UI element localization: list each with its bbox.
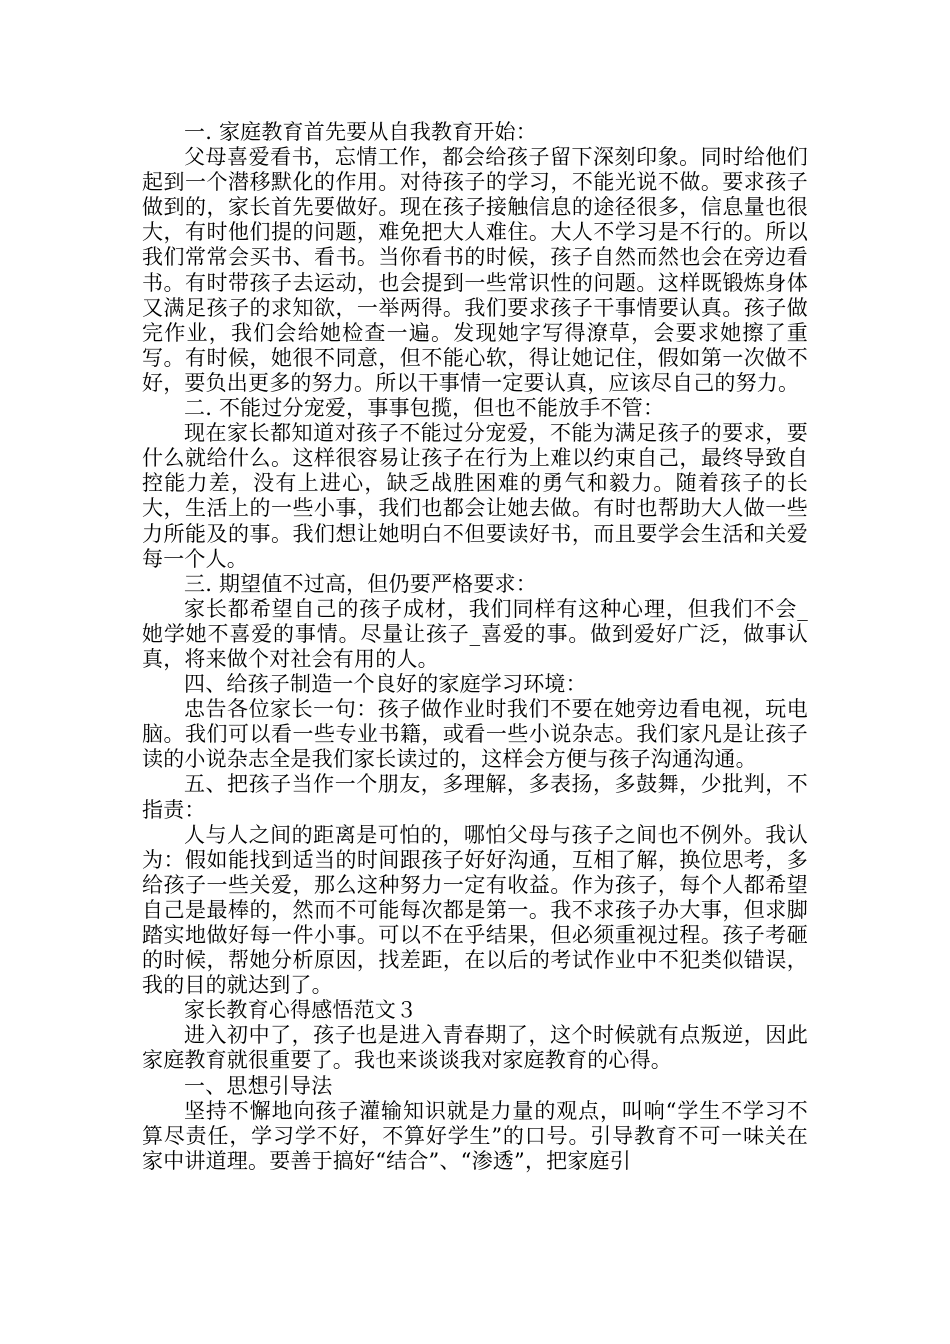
heading-guidance-method: 一、思想引导法: [184, 1073, 333, 1098]
paragraph-friend: 人与人之间的距离是可怕的，哪怕父母与孩子之间也不例外。我认为：假如能找到适当的时间跟孩子好好沟通，互相了解，换位思考，多给孩子一些关爱，那么这种努力一定有收益。作为孩子，每个人都希望自己是最棒的，然而不可能每次都是第一。我不求孩子办大事，但求脚踏实地做好每一件小事。可以不在乎结果，但必须重视过程。孩子考砸的时候，帮她分析原因，找差距，在以后的考试作业中不犯类似错误，我的目的就达到了。: [142, 822, 808, 998]
document-body: [142, 120, 808, 1174]
section-title-essay-3: 家长教育心得感悟范文３: [184, 998, 418, 1023]
heading-friend: 五、把孩子当作一个朋友，多理解，多表扬，多鼓舞，少批判，不指责：: [142, 772, 808, 822]
paragraph-no-spoiling: 现在家长都知道对孩子不能过分宠爱，不能为满足孩子的要求，要什么就给什么。这样很容易让孩子在行为上难以约束自己，最终导致自控能力差，没有上进心，缺乏战胜困难的勇气和毅力。随着孩子的长大，生活上的一些小事，我们也都会让她去做。有时也帮助大人做一些力所能及的事。我们想让她明白不但要读好书，而且要学会生活和关爱每一个人。: [142, 421, 808, 571]
paragraph-expectations: 家长都希望自己的孩子成材，我们同样有这种心理，但我们不会_她学她不喜爱的事情。尽量让孩子_喜爱的事。做到爱好广泛，做事认真，将来做个对社会有用的人。: [142, 596, 808, 671]
heading-expectations: 三. 期望值不过高，但仍要严格要求：: [184, 571, 537, 596]
paragraph-parents-reading: 父母喜爱看书，忘情工作，都会给孩子留下深刻印象。同时给他们起到一个潜移默化的作用。对待孩子的学习，不能光说不做。要求孩子做到的，家长首先要做好。现在孩子接触信息的途径很多，信息量也很大，有时他们提的问题，难免把大人难住。大人不学习是不行的。所以我们常常会买书、看书。当你看书的时候，孩子自然而然也会在旁边看书。有时带孩子去运动，也会提到一些常识性的问题。这样既锻炼身体又满足孩子的求知欲，一举两得。我们要求孩子干事情要认真。孩子做完作业，我们会给她检查一遍。发现她字写得潦草，会要求她擦了重写。有时候，她很不同意，但不能心软，得让她记住，假如第一次做不好，要负出更多的努力。所以干事情一定要认真，应该尽自己的努力。: [142, 145, 808, 395]
heading-no-spoiling: 二. 不能过分宠爱，事事包揽，但也不能放手不管：: [184, 396, 665, 421]
heading-self-education: 一. 家庭教育首先要从自我教育开始：: [184, 120, 537, 144]
paragraph-adolescence: 进入初中了，孩子也是进入青春期了，这个时候就有点叛逆，因此家庭教育就很重要了。我也来谈谈我对家庭教育的心得。: [142, 1023, 808, 1073]
heading-study-environment: 四、给孩子制造一个良好的家庭学习环境：: [184, 672, 587, 697]
paragraph-guidance-method: 坚持不懈地向孩子灌输知识就是力量的观点，叫响“学生不学习不算尽责任，学习学不好，不算好学生”的口号。引导教育不可一味关在家中讲道理。要善于搞好“结合”、“渗透”，把家庭引: [142, 1098, 808, 1173]
paragraph-study-environment: 忠告各位家长一句：孩子做作业时我们不要在她旁边看电视，玩电脑。我们可以看一些专业书籍，或看一些小说杂志。我们家凡是让孩子读的小说杂志全是我们家长读过的，这样会方便与孩子沟通沟通。: [142, 697, 808, 772]
